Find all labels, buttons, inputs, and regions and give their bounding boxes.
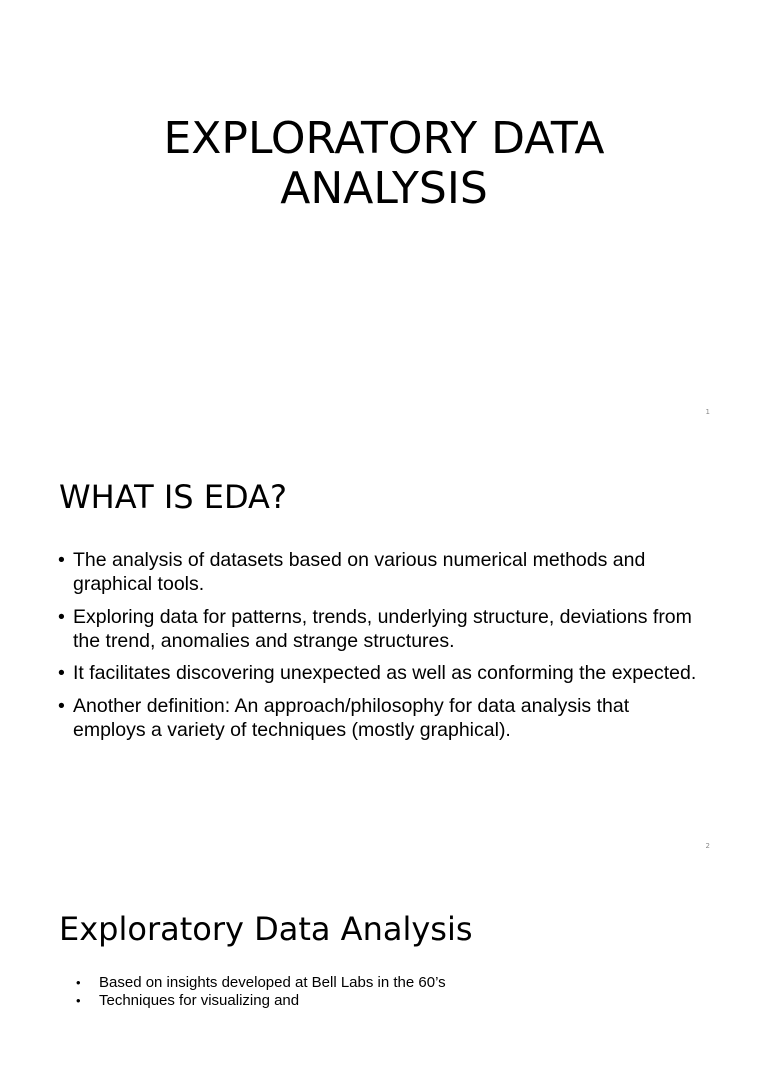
slide-what-is-eda: [0, 434, 768, 866]
slide-heading: Exploratory Data Analysis: [59, 910, 473, 948]
bullet-text: Exploring data for patterns, trends, underlying structure, deviations from the trend, anomalies and strange structures.: [73, 605, 692, 652]
bullet-item: [58, 605, 698, 653]
bullet-text: The analysis of datasets based on various numerical methods and graphical tools.: [73, 549, 646, 595]
bullet-item: [58, 694, 698, 742]
bullet-list: [76, 974, 496, 1010]
bullet-list: [58, 548, 698, 750]
bullet-icon: •: [76, 993, 81, 1008]
bullet-item: [76, 992, 496, 1010]
slide-title: [0, 0, 768, 432]
slide-number: 2: [705, 842, 710, 850]
bullet-text: Another definition: An approach/philosophy for data analysis that employs a variety of techniques (mostly graphical).: [73, 694, 630, 741]
bullet-icon: •: [58, 662, 65, 684]
slide-heading: WHAT IS EDA?: [59, 478, 287, 516]
bullet-item: [58, 661, 698, 685]
bullet-icon: •: [58, 605, 65, 628]
bullet-icon: •: [58, 694, 65, 717]
bullet-item: [58, 548, 698, 596]
bullet-icon: •: [58, 549, 65, 571]
bullet-icon: •: [76, 975, 81, 990]
title-line-1: EXPLORATORY DATA: [163, 113, 605, 164]
slide-exploratory-data-analysis: [0, 868, 768, 1068]
slide-number: 1: [705, 408, 710, 416]
bullet-text: Based on insights developed at Bell Labs in the 60’s: [99, 974, 446, 991]
bullet-text: Techniques for visualizing and: [99, 992, 300, 1009]
title-line-2: ANALYSIS: [280, 163, 488, 214]
presentation-title: [0, 114, 768, 214]
bullet-item: [76, 974, 496, 992]
bullet-text: It facilitates discovering unexpected as well as conforming the expected.: [73, 662, 697, 684]
